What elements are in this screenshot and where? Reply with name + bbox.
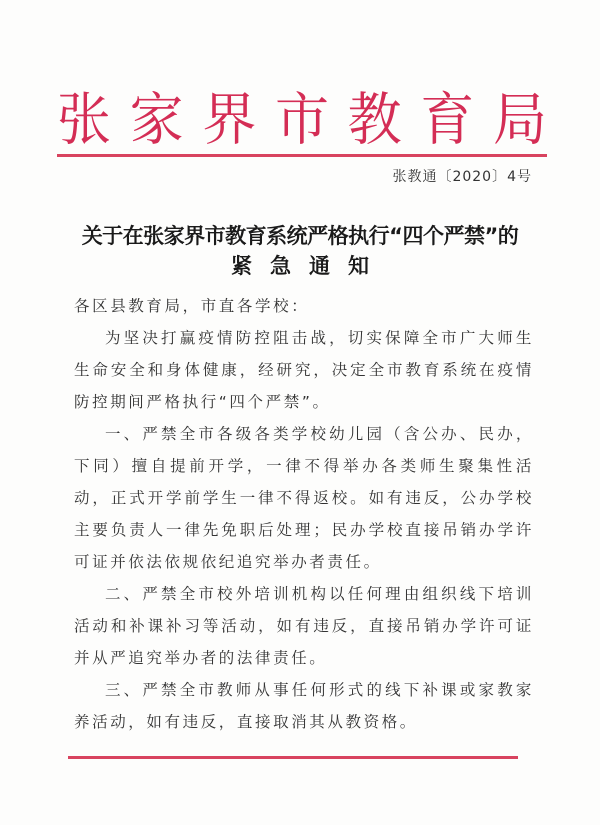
masthead-char: 家 [129, 86, 184, 153]
document-title-line-2: 紧急通知 [231, 254, 387, 278]
masthead-char: 市 [274, 86, 329, 153]
masthead-char: 育 [420, 86, 475, 153]
header-divider [57, 154, 547, 157]
masthead-char: 张 [57, 86, 111, 153]
paragraph-item-1: 一、严禁全市各级各类学校幼儿园（含公办、民办，下同）擅自提前开学，一律不得举办各类师生聚集性活动，正式开学前学生一律不得返校。如有违反，公办学校主要负责人一律先免职后处理；民办学校直接吊销办学许可证并依法依规依纪追究举办者责任。 [74, 425, 534, 571]
document-body [74, 290, 534, 738]
document-title-line-1: 关于在张家界市教育系统严格执行“四个严禁”的 [81, 224, 519, 248]
document-number: 张教通〔2020〕4号 [392, 169, 532, 185]
issuer-masthead [57, 88, 547, 152]
paragraph-item-2: 二、严禁全市校外培训机构以任何理由组织线下培训活动和补课补习等活动，如有违反，直接吊销办学许可证并从严追究举办者的法律责任。 [74, 585, 534, 667]
masthead-char: 局 [492, 86, 547, 153]
footer-divider [68, 756, 518, 759]
paragraph-item-3: 三、严禁全市教师从事任何形式的线下补课或家教家养活动，如有违反，直接取消其从教资格。 [74, 681, 534, 731]
masthead-char: 教 [347, 86, 402, 153]
paragraph-intro: 为坚决打赢疫情防控阻击战，切实保障全市广大师生生命安全和身体健康，经研究，决定全市教育系统在疫情防控期间严格执行“四个严禁”。 [74, 329, 534, 411]
masthead-char: 界 [202, 86, 257, 153]
salutation: 各区县教育局，市直各学校： [74, 297, 310, 315]
